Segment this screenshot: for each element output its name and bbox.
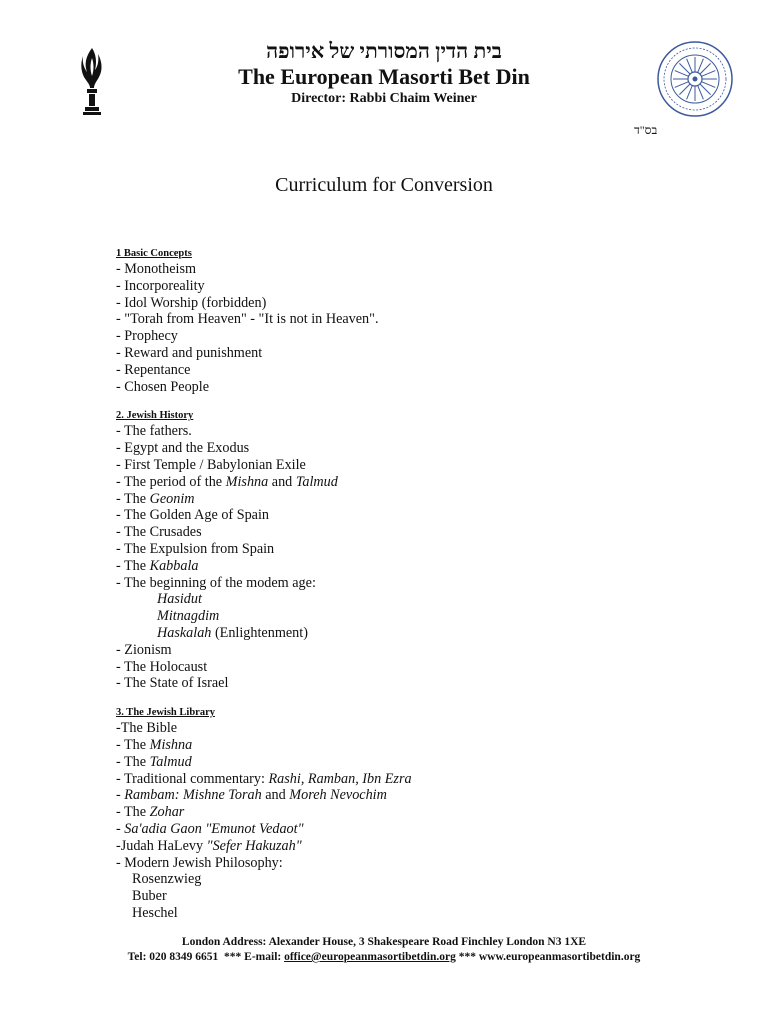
list-item — [116, 558, 676, 575]
list-item — [116, 474, 676, 491]
list-item-text: Hasidut — [157, 591, 202, 608]
list-item-text: - The beginning of the modem age: — [116, 574, 316, 591]
list-item-text: - The Holocaust — [116, 658, 208, 675]
list-item-text: (Enlightenment) — [211, 624, 308, 641]
section-heading: 2. Jewish History — [116, 410, 194, 422]
list-item — [116, 905, 676, 922]
list-item-text: Haskalah — [157, 624, 212, 641]
list-item-text: and — [268, 473, 296, 490]
list-item — [116, 491, 676, 508]
footer-email-link[interactable]: office@europeanmasortibetdin.org — [284, 951, 456, 963]
list-item-text: Talmud — [295, 473, 338, 490]
list-item — [116, 457, 676, 474]
list-item-text: - The Golden Age of Spain — [116, 507, 270, 524]
list-item — [116, 608, 676, 625]
list-item-text: Mishna — [149, 736, 193, 753]
list-item-text: -The Bible — [116, 720, 178, 737]
list-item — [116, 278, 676, 295]
list-item-text: Rambam: Mishne Torah — [124, 787, 262, 804]
list-item — [116, 838, 676, 855]
list-item-text: - Egypt and the Exodus — [116, 440, 250, 457]
list-item-text: - Repentance — [116, 361, 191, 378]
list-item-text: - Chosen People — [116, 378, 209, 395]
list-item-text: Rashi, Ramban, Ibn Ezra — [268, 770, 412, 787]
list-item — [116, 423, 676, 440]
list-item-text: - The Expulsion from Spain — [116, 540, 275, 557]
curriculum-content — [116, 247, 676, 936]
curriculum-section — [116, 247, 676, 395]
hebrew-title: בית הדין המסורתי של אירופה — [266, 39, 502, 63]
curriculum-section — [116, 706, 676, 922]
list-item-text: - The Crusades — [116, 524, 202, 541]
list-item-text: - Idol Worship (forbidden) — [116, 294, 267, 311]
list-item — [116, 888, 676, 905]
list-item — [116, 821, 676, 838]
list-item-text: Geonim — [149, 490, 195, 507]
list-item — [116, 737, 676, 754]
list-item — [116, 659, 676, 676]
list-item-text: - Incorporeality — [116, 277, 205, 294]
list-item-text: - The — [116, 736, 150, 753]
list-item-text: - The State of Israel — [116, 675, 229, 692]
list-item-text: - Zionism — [116, 641, 172, 658]
list-item-text: - The period of the — [116, 473, 226, 490]
list-item — [116, 311, 676, 328]
list-item — [116, 855, 676, 872]
list-item — [116, 507, 676, 524]
list-item-text: - "Torah from Heaven" - "It is not in Heaven". — [116, 311, 379, 328]
list-item-text: and — [261, 787, 290, 804]
list-item-text: Mishna — [225, 473, 269, 490]
list-item — [116, 345, 676, 362]
list-item — [116, 541, 676, 558]
list-item-text: - — [116, 787, 125, 804]
footer-website: *** www.europeanmasortibetdin.org — [455, 951, 641, 963]
director-line: Director: Rabbi Chaim Weiner — [291, 91, 477, 106]
section-heading: 1 Basic Concepts — [116, 248, 192, 259]
list-item — [116, 362, 676, 379]
list-item — [116, 804, 676, 821]
list-item — [116, 754, 676, 771]
list-item-text: Rosenzwieg — [132, 871, 202, 888]
list-item-text: - Modern Jewish Philosophy: — [116, 854, 283, 871]
list-item-text: Moreh Nevochim — [289, 787, 387, 804]
organization-title: The European Masorti Bet Din — [238, 64, 530, 89]
footer-tel: Tel: 020 8349 6651 *** E-mail: — [127, 951, 285, 963]
list-item-text: Kabbala — [149, 557, 199, 574]
curriculum-section — [116, 409, 676, 692]
list-item-text: - The fathers. — [116, 423, 192, 440]
footer — [0, 935, 768, 965]
list-item — [116, 787, 676, 804]
list-item — [116, 328, 676, 345]
list-item — [116, 642, 676, 659]
list-item-text: - The — [116, 557, 150, 574]
list-item — [116, 575, 676, 592]
list-item — [116, 295, 676, 312]
list-item — [116, 625, 676, 642]
footer-contact — [0, 950, 768, 965]
bsd-mark: בס"ד — [634, 123, 658, 137]
list-item — [116, 591, 676, 608]
list-item — [116, 871, 676, 888]
list-item-text: - The — [116, 490, 150, 507]
list-item-text: - Prophecy — [116, 328, 178, 345]
list-item-text: -Judah HaLevy — [116, 837, 207, 854]
list-item — [116, 379, 676, 396]
list-item-text: Talmud — [149, 753, 192, 770]
list-item — [116, 720, 676, 737]
list-item-text: Buber — [132, 888, 167, 905]
document-title: Curriculum for Conversion — [275, 174, 493, 196]
list-item-text: - Sa'adia Gaon "Emunot Vedaot" — [116, 820, 304, 837]
list-item — [116, 261, 676, 278]
letterhead — [0, 38, 768, 108]
list-item-text: - Monotheism — [116, 261, 196, 277]
list-item-text: Mitnagdim — [157, 608, 220, 625]
list-item — [116, 675, 676, 692]
list-item-text: - First Temple / Babylonian Exile — [116, 456, 306, 473]
list-item — [116, 440, 676, 457]
list-item-text: - The — [116, 804, 150, 821]
list-item-text: Heschel — [132, 904, 178, 921]
section-heading: 3. The Jewish Library — [116, 707, 215, 719]
list-item-text: - The — [116, 753, 150, 770]
list-item-text: "Sefer Hakuzah" — [206, 837, 302, 854]
footer-address: London Address: Alexander House, 3 Shakespeare Road Finchley London N3 1XE — [181, 936, 587, 948]
list-item — [116, 524, 676, 541]
list-item-text: Zohar — [149, 804, 185, 821]
list-item — [116, 771, 676, 788]
list-item-text: - Reward and punishment — [116, 344, 263, 361]
list-item-text: - Traditional commentary: — [116, 770, 269, 787]
